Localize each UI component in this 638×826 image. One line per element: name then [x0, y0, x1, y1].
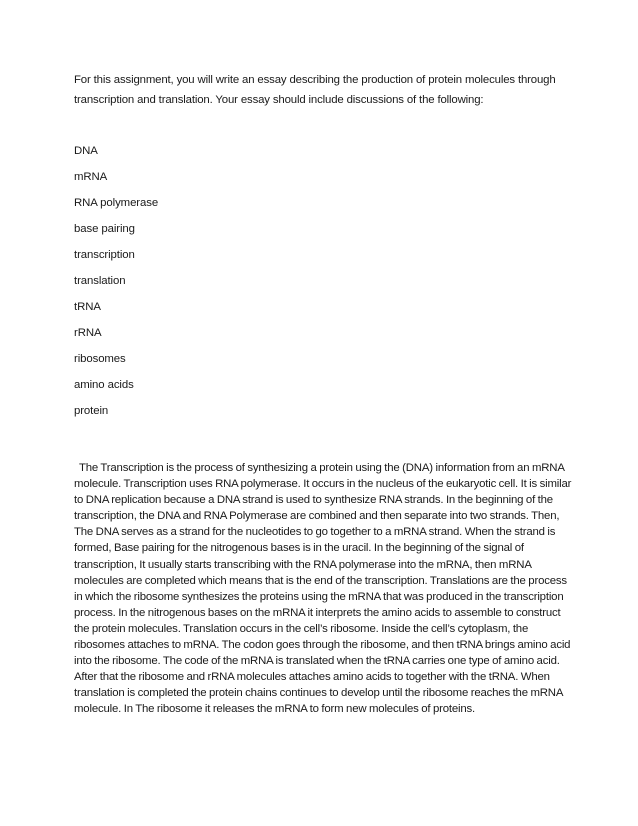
topic-item: rRNA	[74, 327, 102, 339]
essay-line: transcription, It usually starts transcribing with the RNA polymerase into the mRNA, then mRNA	[74, 558, 532, 571]
essay-line: molecule. In The ribosome it releases the mRNA to form new molecules of proteins.	[74, 703, 476, 716]
essay-line: transcription, the DNA and RNA Polymerase are combined and then separate into two strands. Then,	[74, 510, 560, 523]
essay-line: to DNA replication because a DNA strand is used to synthesize RNA strands. In the beginning of the	[74, 494, 553, 507]
topic-item: translation	[74, 275, 126, 287]
essay-line: ribosomes attaches to mRNA. The codon goes through the ribosome, and then tRNA brings amino acid	[74, 639, 571, 652]
essay-line: the protein molecules. Translation occurs in the cell’s ribosome. Inside the cell’s cytoplasm, the	[74, 622, 529, 635]
essay-line: process. In the nitrogenous bases on the mRNA it interprets the amino acids to assemble to construct	[74, 606, 561, 619]
topic-item: RNA polymerase	[74, 197, 159, 209]
essay-line: After that the ribosome and rRNA molecules attaches amino acids to together with the tRNA. When	[74, 671, 550, 684]
topic-item: DNA	[74, 145, 98, 157]
essay-body	[74, 460, 574, 718]
topic-item: transcription	[74, 249, 135, 261]
essay-line: translation is completed the protein chains continues to develop until the ribosome reaches the mRNA	[74, 687, 564, 700]
topic-item: protein	[74, 405, 109, 417]
essay-line: molecule. Transcription uses RNA polymerase. It occurs in the nucleus of the eukaryotic cell. It is similar	[74, 478, 572, 491]
topic-item: tRNA	[74, 301, 101, 313]
topic-item: ribosomes	[74, 353, 126, 365]
essay-line: molecules are completed which means that is the end of the transcription. Translations are the process	[74, 574, 567, 587]
essay-line: The DNA serves as a strand for the nucleotides to go together to a mRNA strand. When the strand is	[74, 526, 556, 539]
topic-item: mRNA	[74, 171, 108, 183]
essay-line: into the ribosome. The code of the mRNA is translated when the tRNA carries one type of amino acid.	[74, 655, 560, 668]
topic-item: base pairing	[74, 223, 135, 235]
essay-line: in which the ribosome synthesizes the proteins using the mRNA that was produced in the transcription	[74, 590, 564, 603]
topic-item: amino acids	[74, 379, 134, 391]
topic-list	[74, 142, 158, 428]
essay-line: formed, Base pairing for the nitrogenous bases is in the uracil. In the beginning of the signal of	[74, 542, 524, 555]
essay-line: The Transcription is the process of synthesizing a protein using the (DNA) information from an mRNA	[74, 462, 565, 474]
assignment-instructions: For this assignment, you will write an essay describing the production of protein molecules through transcription and translation. Your essay should include discussions of the following:	[74, 74, 556, 106]
